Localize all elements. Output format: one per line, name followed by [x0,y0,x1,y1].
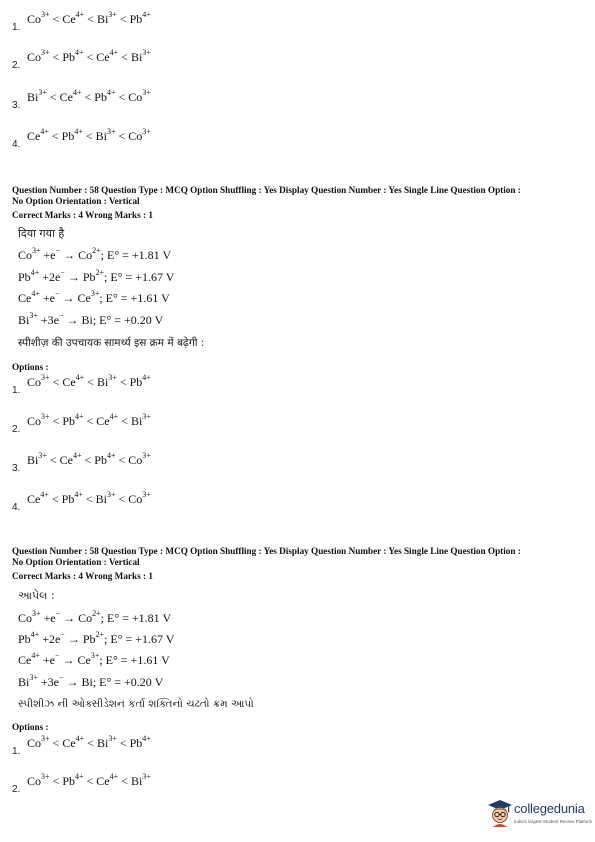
brand-tagline: India's largest Student Review Platform [514,819,593,824]
option-expression: $Ce^{4+} < Pb^{4+} < Bi^{3+} < Co^{3+}$ [27,490,151,506]
options-label: Options : [12,362,49,372]
option-number: 2. [12,424,21,435]
equation-bi: $Bi^{3+} +3e^- \to Bi$; E° = +0.20 V [18,673,164,689]
options-label: Options : [12,722,49,732]
option-number: 3. [12,100,21,111]
given-label: दिया गया है [18,227,65,240]
question-instruction: સ્પીશીઝ ની ઓક્સીડેશન કર્તા શક્તિનો ચઢતો ક્રમ આપો [18,698,254,710]
question-instruction: स्पीशीज़ की उपचायक सामर्थ्य इस क्रम में बढ़ेगी : [18,337,205,349]
equation-pb: $Pb^{4+} +2e^- \to Pb^{2+}$; E° = +1.67 V [18,630,175,646]
equation-ce: $Ce^{4+} +e^- \to Ce^{3+}$; E° = +1.61 V [18,289,170,305]
question-header: Question Number : 58 Question Type : MCQ Option Shuffling : Yes Display Question Number : Yes Single Line Question Option : No Option Orientation : Vertical [12,185,521,206]
graduate-mascot-icon [487,797,513,829]
marks-info: Correct Marks : 4 Wrong Marks : 1 [12,571,153,581]
option-expression: $Ce^{4+} < Pb^{4+} < Bi^{3+} < Co^{3+}$ [27,127,151,143]
option-expression: $Co^{3+} < Ce^{4+} < Bi^{3+} < Pb^{4+}$ [27,373,151,389]
option-expression: $Bi^{3+} < Ce^{4+} < Pb^{4+} < Co^{3+}$ [27,451,151,467]
equation-co: $Co^{3+} +e^- \to Co^{2+}$; E° = +1.81 V [18,246,172,262]
brand-name: collegedunia [514,801,585,816]
option-expression: $Co^{3+} < Pb^{4+} < Ce^{4+} < Bi^{3+}$ [27,412,151,428]
equation-pb: $Pb^{4+} +2e^- \to Pb^{2+}$; E° = +1.67 V [18,268,175,284]
option-expression: $Bi^{3+} < Ce^{4+} < Pb^{4+} < Co^{3+}$ [27,88,151,104]
equation-co: $Co^{3+} +e^- \to Co^{2+}$; E° = +1.81 V [18,609,172,625]
option-number: 2. [12,60,21,71]
option-number: 1. [12,22,21,33]
question-header: Question Number : 58 Question Type : MCQ Option Shuffling : Yes Display Question Number : Yes Single Line Question Option : No Option Orientation : Vertical [12,546,521,567]
option-number: 3. [12,463,21,474]
equation-ce: $Ce^{4+} +e^- \to Ce^{3+}$; E° = +1.61 V [18,651,170,667]
option-number: 1. [12,385,21,396]
option-expression: $Co^{3+} < Pb^{4+} < Ce^{4+} < Bi^{3+}$ [27,772,151,788]
marks-info: Correct Marks : 4 Wrong Marks : 1 [12,210,153,220]
option-expression: $Co^{3+} < Ce^{4+} < Bi^{3+} < Pb^{4+}$ [27,10,151,26]
option-expression: $Co^{3+} < Ce^{4+} < Bi^{3+} < Pb^{4+}$ [27,734,151,750]
option-number: 4. [12,502,21,513]
option-expression: $Co^{3+} < Pb^{4+} < Ce^{4+} < Bi^{3+}$ [27,48,151,64]
equation-bi: $Bi^{3+} +3e^- \to Bi$; E° = +0.20 V [18,311,164,327]
given-label: આપેલ : [18,589,55,602]
collegedunia-logo[interactable] [487,797,593,831]
option-number: 1. [12,746,21,757]
option-number: 4. [12,139,21,150]
option-number: 2. [12,784,21,795]
